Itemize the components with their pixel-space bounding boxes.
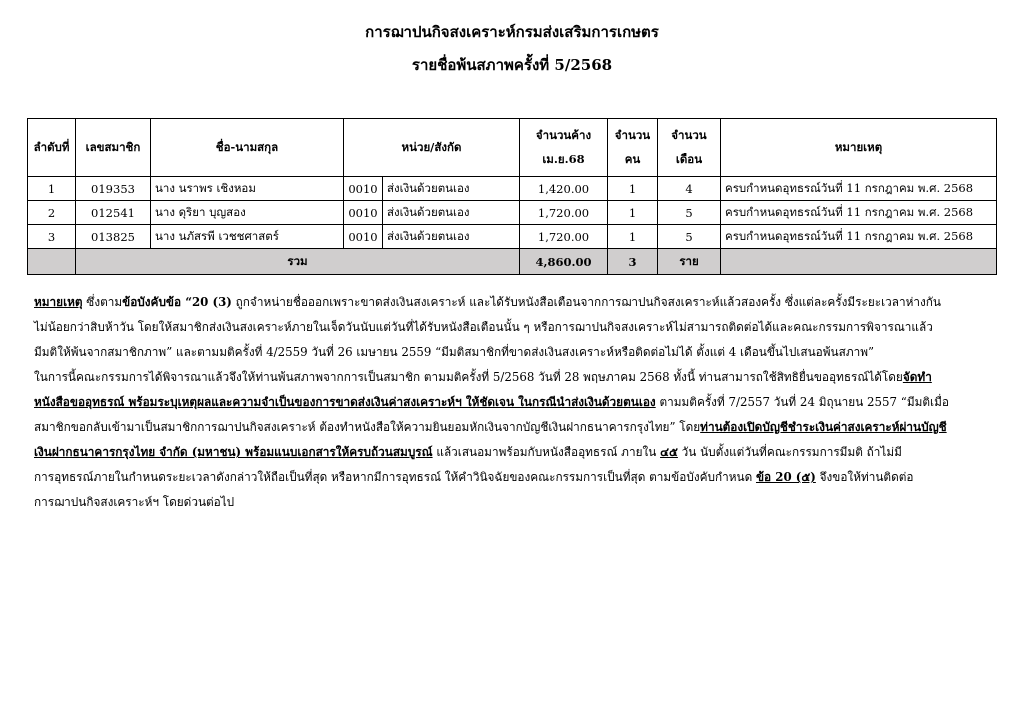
note-bold-text: ข้อบังคับข้อ “20 (3) (122, 295, 232, 309)
note-line (34, 415, 989, 440)
note-text: วัน นับตั้งแต่วันที่คณะกรรมการมีมติ ถ้าไม่มี (677, 445, 902, 459)
col-header-amount-line1: จำนวนค้าง (535, 127, 592, 142)
note-text: ในการนี้คณะกรรมการได้พิจารณาแล้วจึงให้ท่านพ้นสภาพจากการเป็นสมาชิก ตามมติครั้งที่ 5/2568 วันที่ 28 พฤษภาคม 2568 ทั้งนี้ ท่านสามารถใช้สิทธิยื่นขออุทธรณ์ได้โดย (34, 370, 903, 384)
total-remark-blank (721, 249, 997, 275)
note-emphasis: จัดทำ (902, 370, 932, 384)
cell-months: 5 (658, 201, 721, 225)
cell-unit-code: 0010 (344, 177, 383, 201)
cell-member-no: 013825 (76, 225, 151, 249)
cell-unit-name: ส่งเงินด้วยตนเอง (383, 201, 520, 225)
note-label: หมายเหตุ (34, 295, 83, 309)
table-row (28, 201, 997, 225)
note-emphasis: หนังสือขออุทธรณ์ พร้อมระบุเหตุผลและความจำเป็นของการขาดส่งเงินค่าสงเคราะห์ฯ ให้ชัดเจน ในกรณีนำส่งเงินด้วยตนเอง (34, 395, 656, 409)
col-header-months (658, 119, 721, 177)
total-people: 3 (608, 249, 658, 275)
table-total-row (28, 249, 997, 275)
cell-name: นาง ดุริยา บุญสอง (151, 201, 344, 225)
cell-months: 4 (658, 177, 721, 201)
col-header-name: ชื่อ-นามสกุล (151, 119, 344, 177)
note-line (34, 465, 989, 490)
table-header-row (28, 119, 997, 177)
cell-no: 2 (28, 201, 76, 225)
cell-remark: ครบกำหนดอุทธรณ์วันที่ 11 กรกฎาคม พ.ศ. 2568 (721, 225, 997, 249)
remarks-paragraph (34, 290, 989, 515)
cell-people: 1 (608, 225, 658, 249)
cell-unit-code: 0010 (344, 225, 383, 249)
table-row (28, 225, 997, 249)
cell-remark: ครบกำหนดอุทธรณ์วันที่ 11 กรกฎาคม พ.ศ. 2568 (721, 201, 997, 225)
cell-remark: ครบกำหนดอุทธรณ์วันที่ 11 กรกฎาคม พ.ศ. 2568 (721, 177, 997, 201)
note-line: การฌาปนกิจสงเคราะห์ฯ โดยด่วนต่อไป (34, 495, 235, 509)
note-text: จึงขอให้ท่านติดต่อ (815, 470, 914, 484)
cell-amount: 1,720.00 (520, 201, 608, 225)
document-title: การฌาปนกิจสงเคราะห์กรมส่งเสริมการเกษตร (365, 23, 659, 41)
note-emphasis: ข้อ 20 (๕) (755, 470, 816, 484)
cell-member-no: 019353 (76, 177, 151, 201)
col-header-months-line1: จำนวน (671, 127, 707, 142)
col-header-months-line2: เดือน (675, 151, 703, 166)
table-row (28, 177, 997, 201)
col-header-no: ลำดับที่ (28, 119, 76, 177)
document-subtitle: รายชื่อพ้นสภาพครั้งที่ 5/2568 (411, 56, 613, 74)
note-emphasis: เงินฝากธนาคารกรุงไทย จำกัด (มหาชน) พร้อมแนบเอกสารให้ครบถ้วนสมบูรณ์ (34, 445, 433, 459)
note-line (34, 390, 989, 415)
cell-people: 1 (608, 201, 658, 225)
note-text: ซึ่งตาม (82, 295, 123, 309)
cell-unit-name: ส่งเงินด้วยตนเอง (383, 225, 520, 249)
note-emphasis: ๔๕ (660, 445, 678, 459)
note-line: ไม่น้อยกว่าสิบห้าวัน โดยให้สมาชิกส่งเงินสงเคราะห์ภายในเจ็ดวันนับแต่วันที่ได้รับหนังสือเตือนนั้น ๆ หรือการฌาปนกิจสงเคราะห์ไม่สามารถติดต่อได้และคณะกรรมการพิจารณาแล้ว (34, 320, 933, 334)
col-header-people-line2: คน (624, 151, 641, 166)
note-text: ถูกจำหน่ายชื่อออกเพราะขาดส่งเงินสงเคราะห์ และได้รับหนังสือเตือนจากการฌาปนกิจสงเคราะห์แล้วสองครั้ง ซึ่งแต่ละครั้งมีระยะเวลาห่างกัน (231, 295, 941, 309)
note-line (34, 290, 989, 315)
note-text: การอุทธรณ์ภายในกำหนดระยะเวลาดังกล่าวให้ถือเป็นที่สุด หรือหากมีการอุทธรณ์ ให้คำวินิจฉัยของคณะกรรมการเป็นที่สุด ตามข้อบังคับกำหนด (34, 470, 756, 484)
cell-no: 3 (28, 225, 76, 249)
col-header-amount-line2: เม.ย.68 (542, 151, 585, 166)
note-line (34, 440, 989, 465)
cell-no: 1 (28, 177, 76, 201)
cell-amount: 1,420.00 (520, 177, 608, 201)
col-header-amount (520, 119, 608, 177)
note-line: มีมติให้พ้นจากสมาชิกภาพ” และตามมติครั้งที่ 4/2559 วันที่ 26 เมษายน 2559 “มีมติสมาชิกที่ขาดส่งเงินสงเคราะห์หรือติดต่อไม่ได้ ตั้งแต่ 4 เดือนขึ้นไปเสนอพ้นสภาพ” (34, 345, 875, 359)
note-text: แล้วเสนอมาพร้อมกับหนังสืออุทธรณ์ ภายใน (432, 445, 661, 459)
total-blank-cell (28, 249, 76, 275)
col-header-member-no: เลขสมาชิก (76, 119, 151, 177)
cell-name: นาง นภัสรพี เวชชศาสตร์ (151, 225, 344, 249)
total-amount: 4,860.00 (520, 249, 608, 275)
note-text: ตามมติครั้งที่ 7/2557 วันที่ 24 มิถุนายน 2557 “มีมติเมื่อ (655, 395, 949, 409)
total-label: รวม (76, 249, 520, 275)
members-table (27, 118, 997, 275)
cell-amount: 1,720.00 (520, 225, 608, 249)
cell-unit-name: ส่งเงินด้วยตนเอง (383, 177, 520, 201)
cell-people: 1 (608, 177, 658, 201)
cell-member-no: 012541 (76, 201, 151, 225)
col-header-people-line1: จำนวน (614, 127, 651, 142)
col-header-people (608, 119, 658, 177)
note-text: สมาชิกขอกลับเข้ามาเป็นสมาชิกการฌาปนกิจสงเคราะห์ ต้องทำหนังสือให้ความยินยอมหักเงินจากบัญชีเงินฝากธนาคารกรุงไทย” โดย (34, 420, 701, 434)
cell-name: นาง นราพร เชิงหอม (151, 177, 344, 201)
col-header-remark: หมายเหตุ (721, 119, 997, 177)
col-header-unit: หน่วย/สังกัด (344, 119, 520, 177)
cell-months: 5 (658, 225, 721, 249)
note-line (34, 365, 989, 390)
cell-unit-code: 0010 (344, 201, 383, 225)
note-emphasis: ท่านต้องเปิดบัญชีชำระเงินค่าสงเคราะห์ผ่านบัญชี (700, 420, 947, 434)
total-unit: ราย (658, 249, 721, 275)
